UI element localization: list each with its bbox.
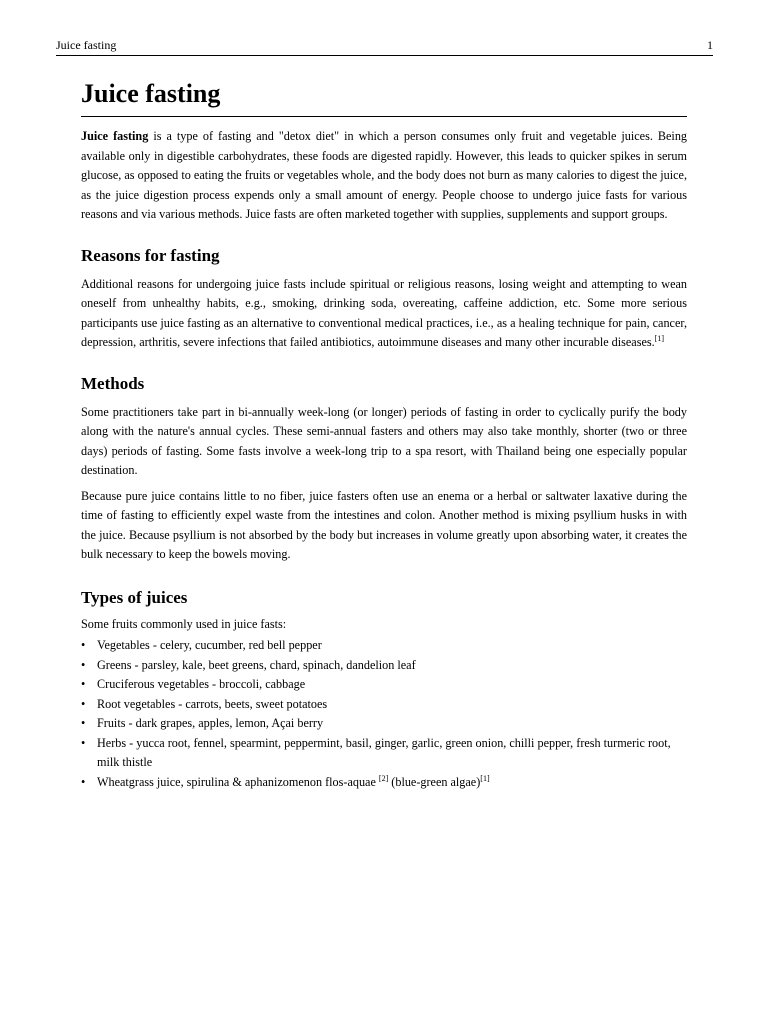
methods-paragraph-2: Because pure juice contains little to no fiber, juice fasters often use an enema or a herbal or saltwater laxative during the time of fasting to efficiently expel waste from the intestines and colon. Another method is mixing psyllium husks in with the juice. Because psyllium is not absorbed by the body but increases in volume greatly upon absorbing water, it creates the bulk necessary to keep the bowels moving. — [81, 488, 687, 561]
bullet: • — [81, 716, 86, 730]
ref-1[interactable]: [1] — [480, 773, 490, 783]
ref-2[interactable]: [2] — [378, 773, 389, 783]
bullet: • — [81, 696, 86, 711]
intro-paragraph — [81, 127, 687, 225]
bullet: • — [81, 735, 86, 750]
list-item: • Greens - parsley, kale, beet greens, chard, spinach, dandelion leaf — [81, 656, 687, 676]
bullet: • — [81, 638, 86, 652]
article-content — [81, 78, 687, 792]
bullet: • — [81, 677, 86, 691]
list-item: • Fruits - dark grapes, apples, lemon, Açai berry — [81, 714, 687, 734]
types-intro: Some fruits commonly used in juice fasts: — [81, 616, 287, 631]
list-item: • Herbs - yucca root, fennel, spearmint, peppermint, basil, ginger, garlic, green onion, chilli pepper, fresh turmeric root, milk thistle — [81, 735, 671, 769]
page-header — [56, 38, 713, 56]
list-item: • Vegetables - celery, cucumber, red bell pepper — [81, 636, 687, 656]
running-title: Juice fasting — [56, 38, 117, 52]
heading-types: Types of juices — [81, 587, 188, 607]
list-item: • Root vegetables - carrots, beets, sweet potatoes — [81, 695, 687, 715]
intro-text: is a type of fasting and "detox diet" in which a person consumes only fruit and vegetable juices. Being available only in digestible carbohydrates, these foods are digested rapidly. However, this leads to quicker spikes in serum glucose, as opposed to eating the fruits or vegetables whole, and the body does not burn as many calories to digest the juice, as the juice digestion process expends only a small amount of energy. People choose to undergo juice fasts for various reasons and via various methods. Juice fasts are often marketed together with supplies, supplements and support groups. — [81, 129, 688, 221]
heading-reasons: Reasons for fasting — [81, 245, 220, 265]
heading-methods: Methods — [81, 373, 145, 393]
reasons-paragraph — [81, 275, 687, 353]
methods-paragraph-1: Some practitioners take part in bi-annually week-long (or longer) periods of fasting in order to cyclically purify the body along with the nature's annual cycles. These semi-annual fasters and others may also take monthly, shorter (two or three days) periods of fasting. Some fasts involve a week-long trip to a spa resort, with Thailand being one especially popular destination. — [81, 404, 687, 477]
reasons-text: Additional reasons for undergoing juice fasts include spiritual or religious reasons, losing weight and attempting to wean oneself from unhealthy habits, e.g., smoking, drinking soda, overeating, caffeine addiction, etc. Some more serious participants use juice fasting as an alternative to conventional medical practices, i.e., as a healing technique for pain, cancer, depression, arthritis, severe infections that failed antibiotics, autoimmune diseases and many other incurable diseases. — [81, 276, 687, 349]
bullet: • — [81, 657, 86, 672]
intro-bold-term: Juice fasting — [81, 129, 149, 143]
juice-types-list — [81, 636, 687, 792]
bullet: • — [81, 774, 86, 789]
list-item: • Wheatgrass juice, spirulina & aphanizomenon flos-aquae [2] (blue-green algae)[1] — [81, 773, 687, 793]
article-title: Juice fasting — [81, 78, 687, 117]
page-number: 1 — [707, 38, 713, 52]
list-item: • Cruciferous vegetables - broccoli, cabbage — [81, 675, 687, 695]
reasons-ref[interactable]: [1] — [654, 333, 664, 343]
